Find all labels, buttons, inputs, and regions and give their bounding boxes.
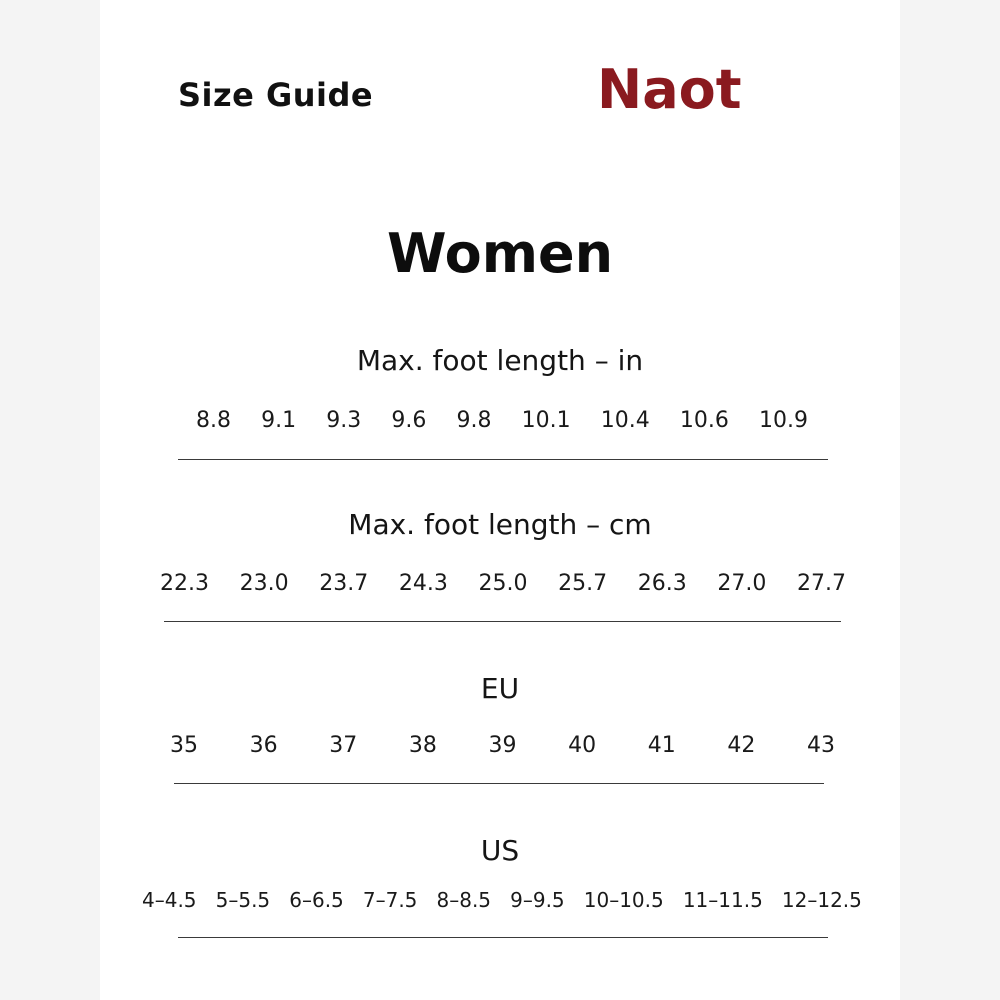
- size-row-us: [142, 888, 862, 912]
- size-value: 10.4: [600, 408, 650, 433]
- section-divider: [178, 937, 828, 938]
- size-value: 6–6.5: [289, 888, 344, 912]
- size-value: 9.8: [456, 408, 492, 433]
- size-row-eu: [170, 733, 835, 758]
- size-value: 7–7.5: [362, 888, 418, 912]
- section-divider: [174, 783, 824, 784]
- size-value: 9–9.5: [510, 888, 565, 912]
- naot-logo: [595, 58, 795, 118]
- size-value: 8–8.5: [436, 888, 492, 912]
- size-value: 25.0: [478, 571, 528, 596]
- size-value: 23.0: [239, 571, 289, 596]
- size-value: 4–4.5: [142, 888, 197, 912]
- section-divider: [178, 459, 828, 460]
- size-value: 37: [329, 733, 358, 758]
- size-value: 11–11.5: [682, 888, 763, 912]
- size-value: 40: [568, 733, 597, 758]
- section-label-inches: Max. foot length – in: [356, 344, 644, 377]
- section-label-eu: EU: [480, 672, 520, 705]
- size-value: 42: [727, 733, 756, 758]
- size-value: 10–10.5: [583, 888, 664, 912]
- size-value: 39: [488, 733, 517, 758]
- size-value: 9.1: [261, 408, 297, 433]
- size-value: 22.3: [160, 571, 209, 596]
- size-value: 10.6: [679, 408, 729, 433]
- size-value: 23.7: [319, 571, 369, 596]
- size-value: 41: [647, 733, 676, 758]
- size-value: 26.3: [637, 571, 687, 596]
- section-divider: [164, 621, 841, 622]
- size-value: 36: [249, 733, 278, 758]
- section-label-us: US: [480, 834, 520, 867]
- size-value: 27.0: [717, 571, 767, 596]
- section-label-cm: Max. foot length – cm: [348, 508, 652, 541]
- gender-heading: Women: [386, 222, 614, 285]
- size-value: 9.3: [326, 408, 362, 433]
- size-row-cm: [160, 571, 846, 596]
- size-value: 27.7: [797, 571, 846, 596]
- size-value: 9.6: [391, 408, 427, 433]
- size-value: 5–5.5: [215, 888, 271, 912]
- size-value: 24.3: [398, 571, 448, 596]
- size-value: 43: [807, 733, 835, 758]
- size-value: 8.8: [196, 408, 231, 433]
- size-value: 35: [170, 733, 198, 758]
- size-value: 10.1: [521, 408, 571, 433]
- size-value: 10.9: [758, 408, 808, 433]
- logo-wordmark: Naot: [597, 58, 742, 118]
- size-guide-title: Size Guide: [178, 76, 374, 114]
- size-value: 12–12.5: [781, 888, 862, 912]
- size-value: 25.7: [558, 571, 608, 596]
- size-row-inches: [196, 408, 808, 433]
- size-value: 38: [408, 733, 437, 758]
